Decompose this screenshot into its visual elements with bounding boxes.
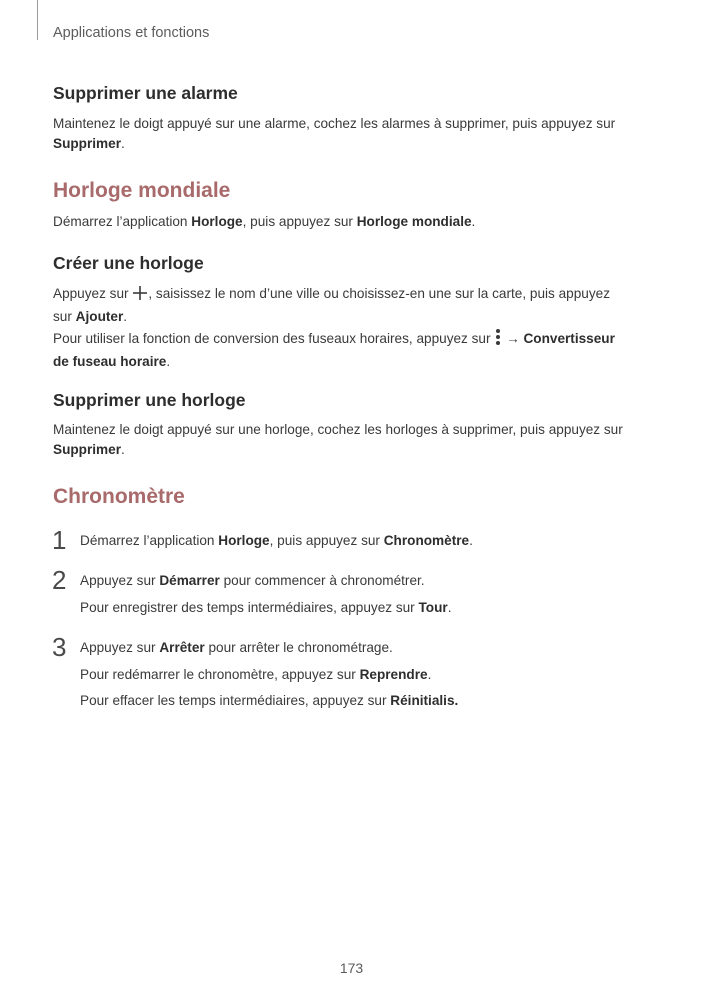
delete-clock-paragraph [53,420,628,460]
text: Pour redémarrer le chronomètre, appuyez sur [80,667,360,682]
world-clock-heading: Horloge mondiale [53,179,231,202]
bold-text: Horloge [191,214,243,229]
bold-text: Arrêter [159,640,205,655]
text: pour commencer à chronométrer. [219,573,425,588]
text: , puis appuyez sur [242,214,357,229]
bold-text: Ajouter [75,309,124,324]
text: , saisissez le nom d’une ville ou choisissez-en une sur la carte, puis appuyez sur [53,286,611,324]
page-number: 173 [339,960,364,976]
text: Appuyez sur [53,286,133,301]
step-3-line-1 [80,638,620,658]
text: Maintenez le doigt appuyé sur une horloge, cochez les horloges à supprimer, puis appuyez sur [53,422,623,437]
bold-text: Horloge mondiale [356,214,472,229]
bold-text: Réinitialis. [390,693,459,708]
step-2-line-2 [80,598,620,618]
arrow: → [502,331,524,346]
step-number-1: 1 [52,525,67,555]
text: Pour effacer les temps intermédiaires, appuyez sur [80,693,391,708]
bold-text: Reprendre [359,667,428,682]
bold-text: Supprimer [53,136,121,151]
step-1-line-1 [80,531,620,551]
bold-text: Tour [418,600,448,615]
delete-alarm-paragraph [53,114,628,154]
text: Maintenez le doigt appuyé sur une alarme, cochez les alarmes à supprimer, puis appuyez sur [53,116,616,131]
text: . [447,600,452,615]
text: . [166,354,171,369]
create-clock-paragraph-1 [53,284,628,327]
text: . [427,667,432,682]
step-2-line-1 [80,571,620,591]
step-3-line-2 [80,665,620,685]
text: . [469,533,473,548]
bold-text: Horloge [218,533,270,548]
stopwatch-heading: Chronomètre [53,485,185,508]
text: . [120,442,125,457]
text: . [471,214,476,229]
step-3-line-3 [80,691,620,711]
text: Appuyez sur [80,640,160,655]
text: . [120,136,125,151]
create-clock-paragraph-2 [53,328,628,372]
text: Démarrez l’application [53,214,192,229]
text: , puis appuyez sur [269,533,384,548]
step-number-3: 3 [52,632,67,662]
text: Pour utiliser la fonction de conversion des fuseaux horaires, appuyez sur [53,331,495,346]
running-header: Applications et fonctions [53,25,210,41]
text: Pour enregistrer des temps intermédiaires, appuyez sur [80,600,419,615]
plus-icon [132,285,148,307]
bold-text: Convertisseur de fuseau horaire [53,331,615,369]
bold-text: Supprimer [53,442,121,457]
step-number-2: 2 [52,565,67,595]
text: . [123,309,128,324]
world-clock-paragraph [53,212,628,232]
delete-clock-heading: Supprimer une horloge [53,390,246,410]
delete-alarm-heading: Supprimer une alarme [53,83,238,103]
bold-text: Démarrer [159,573,220,588]
text: Appuyez sur [80,573,160,588]
text: Démarrez l’application [80,533,219,548]
bold-text: Chronomètre [383,533,470,548]
text: pour arrêter le chronométrage. [204,640,393,655]
margin-rule [37,0,38,40]
create-clock-heading: Créer une horloge [53,253,204,273]
